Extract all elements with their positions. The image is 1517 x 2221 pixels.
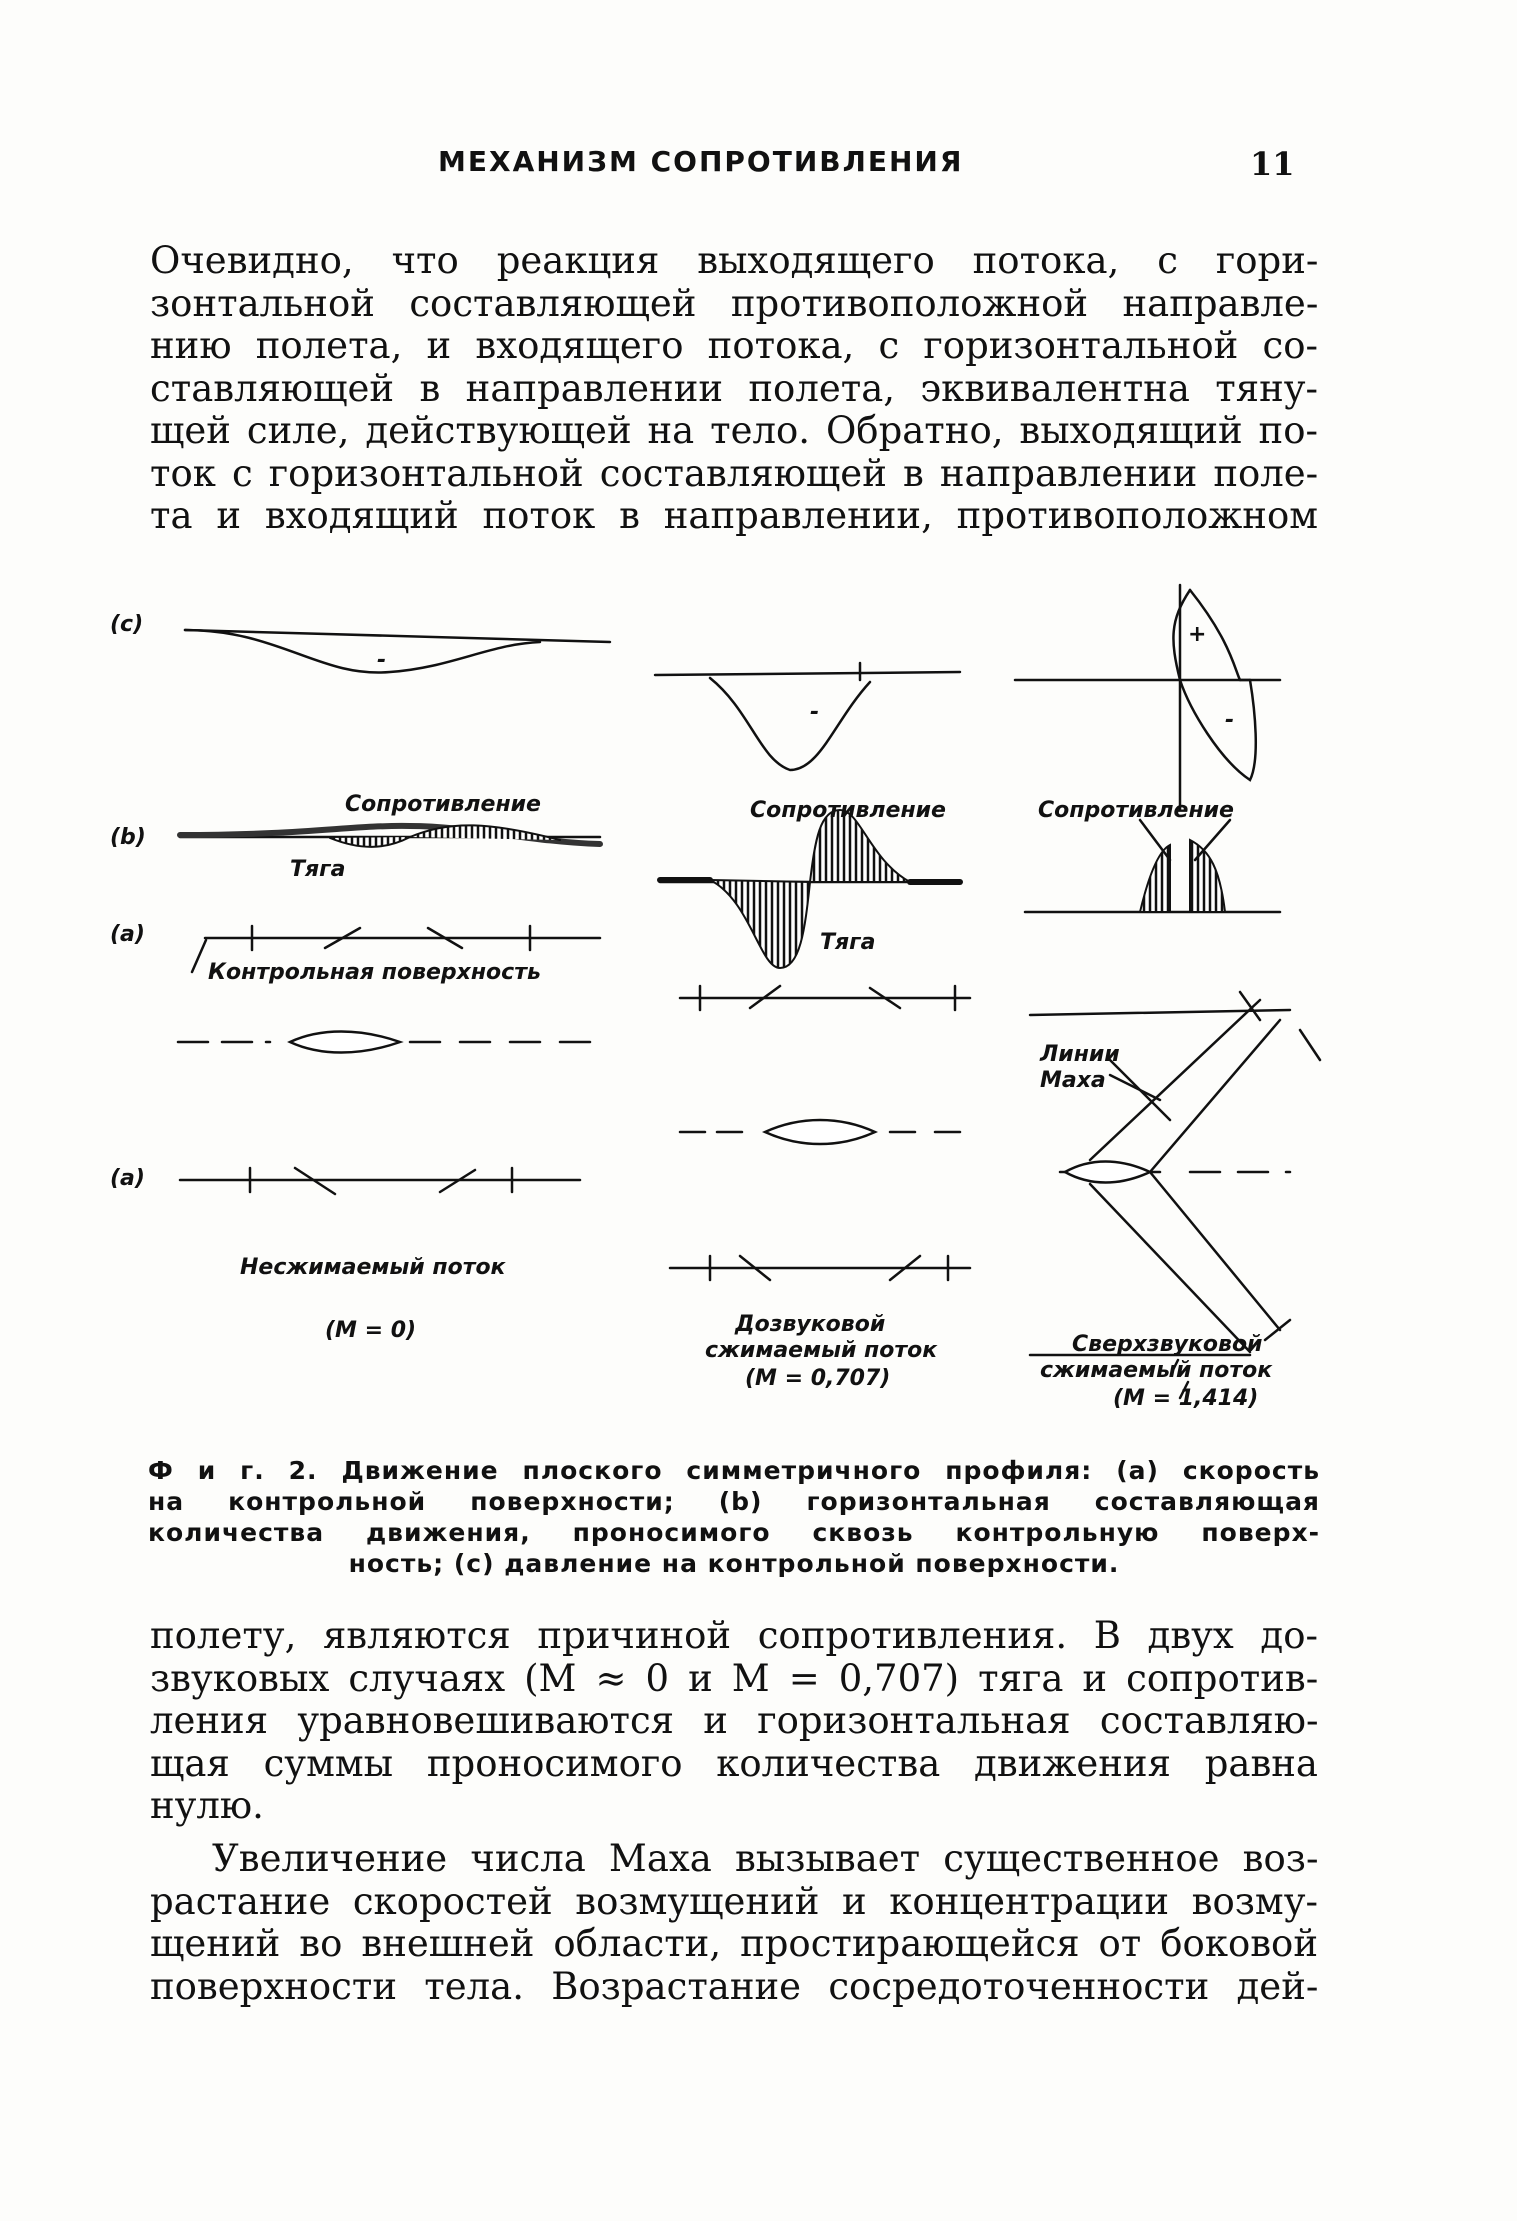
thrust-label: Тяга bbox=[290, 857, 346, 882]
column-3-mach: (M = 1,414) bbox=[1113, 1386, 1259, 1411]
text-line: нулю. bbox=[150, 1784, 264, 1827]
momentum-curve-col1 bbox=[180, 825, 600, 847]
velocity-line-col2 bbox=[680, 986, 970, 1010]
running-title: МЕХАНИЗМ СОПРОТИВЛЕНИЯ bbox=[438, 145, 964, 178]
velocity-line-col1-bottom bbox=[180, 1168, 580, 1194]
profile-col2 bbox=[680, 1120, 970, 1144]
column-3-name-line-1: Сверхзвуковой bbox=[1072, 1332, 1263, 1357]
pressure-curve-col1 bbox=[185, 630, 610, 673]
sign-minus: - bbox=[377, 648, 387, 673]
momentum-curve-col3 bbox=[1025, 820, 1280, 912]
text-line: зонтальной составляющей противоположной направле- bbox=[150, 281, 1319, 325]
text-line: полету, являются причиной сопротивления. В двух до- bbox=[150, 1614, 1318, 1657]
column-1-mach: (M = 0) bbox=[325, 1318, 417, 1343]
pressure-curve-col2 bbox=[655, 663, 960, 770]
text-line: нию полета, и входящего потока, с горизонтальной со- bbox=[150, 324, 1318, 367]
paragraph-3 bbox=[150, 1838, 1318, 2008]
text-line: щей силе, действующей на тело. Обратно, выходящий по- bbox=[150, 409, 1318, 452]
text-line: поверхности тела. Возрастание сосредоточенности дей- bbox=[150, 1964, 1319, 2008]
figure-drawing bbox=[110, 560, 1340, 1460]
figure-caption bbox=[148, 1455, 1320, 1579]
text-line: растание скоростей возмущений и концентрации возму- bbox=[150, 1879, 1318, 1923]
row-label-c: (c) bbox=[110, 612, 144, 637]
text-line: ления уравновешиваются и горизонтальная составляю- bbox=[150, 1699, 1319, 1742]
row-label-b: (b) bbox=[110, 825, 146, 850]
paragraph-1 bbox=[150, 240, 1318, 538]
text-line: Увеличение числа Маха вызывает существенное воз- bbox=[212, 1837, 1319, 1880]
sign-minus: - bbox=[810, 700, 820, 725]
text-line: ставляющей в направлении полета, эквивалентна тяну- bbox=[150, 366, 1318, 410]
sign-minus: - bbox=[1225, 708, 1235, 733]
text-line: ток с горизонтальной составляющей в направлении поле- bbox=[150, 451, 1319, 495]
sign-plus: + bbox=[1188, 622, 1207, 647]
control-surface-label: Контрольная поверхность bbox=[208, 960, 541, 985]
running-header bbox=[0, 145, 1517, 185]
velocity-line-col2-bottom bbox=[670, 1256, 970, 1280]
profile-col1 bbox=[178, 1032, 610, 1053]
mach-lines-label-2: Маха bbox=[1040, 1068, 1106, 1093]
thrust-label: Тяга bbox=[820, 930, 876, 955]
column-1-name: Несжимаемый поток bbox=[240, 1255, 506, 1280]
text-line: та и входящий поток в направлении, противоположном bbox=[150, 494, 1318, 537]
momentum-curve-col2 bbox=[660, 810, 960, 968]
drag-label: Сопротивление bbox=[1038, 798, 1234, 823]
column-2-mach: (M = 0,707) bbox=[745, 1366, 891, 1391]
paragraph-2 bbox=[150, 1615, 1318, 1828]
drag-label: Сопротивление bbox=[750, 798, 946, 823]
text-line: щений во внешней области, простирающейся от боковой bbox=[150, 1922, 1318, 1965]
drag-label: Сопротивление bbox=[345, 792, 541, 817]
column-2-name-line-1: Дозвуковой bbox=[735, 1312, 886, 1337]
mach-lines-label-1: Линии bbox=[1040, 1042, 1120, 1067]
caption-line: количества движения, проносимого сквозь контрольную поверх- bbox=[148, 1518, 1320, 1547]
text-line: Очевидно, что реакция выходящего потока, с гори- bbox=[150, 239, 1319, 282]
column-2-name-line-2: сжимаемый поток bbox=[705, 1338, 938, 1363]
column-3-name-line-2: сжимаемый поток bbox=[1040, 1358, 1273, 1383]
text-line: звуковых случаях (M ≈ 0 и M = 0,707) тяга и сопротив- bbox=[150, 1656, 1319, 1700]
row-label-a: (a) bbox=[110, 922, 145, 947]
caption-line: Ф и г. 2. Движение плоского симметричного профиля: (a) скорость bbox=[148, 1456, 1320, 1485]
text-line: щая суммы проносимого количества движения равна bbox=[150, 1741, 1318, 1785]
page-number: 11 bbox=[1250, 145, 1295, 183]
figure-2 bbox=[110, 560, 1340, 1460]
row-label-a-bottom: (a) bbox=[110, 1166, 145, 1191]
pressure-curve-col3 bbox=[1015, 585, 1280, 810]
caption-line: на контрольной поверхности; (b) горизонтальная составляющая bbox=[148, 1487, 1320, 1516]
caption-line: ность; (c) давление на контрольной поверхности. bbox=[348, 1549, 1120, 1578]
